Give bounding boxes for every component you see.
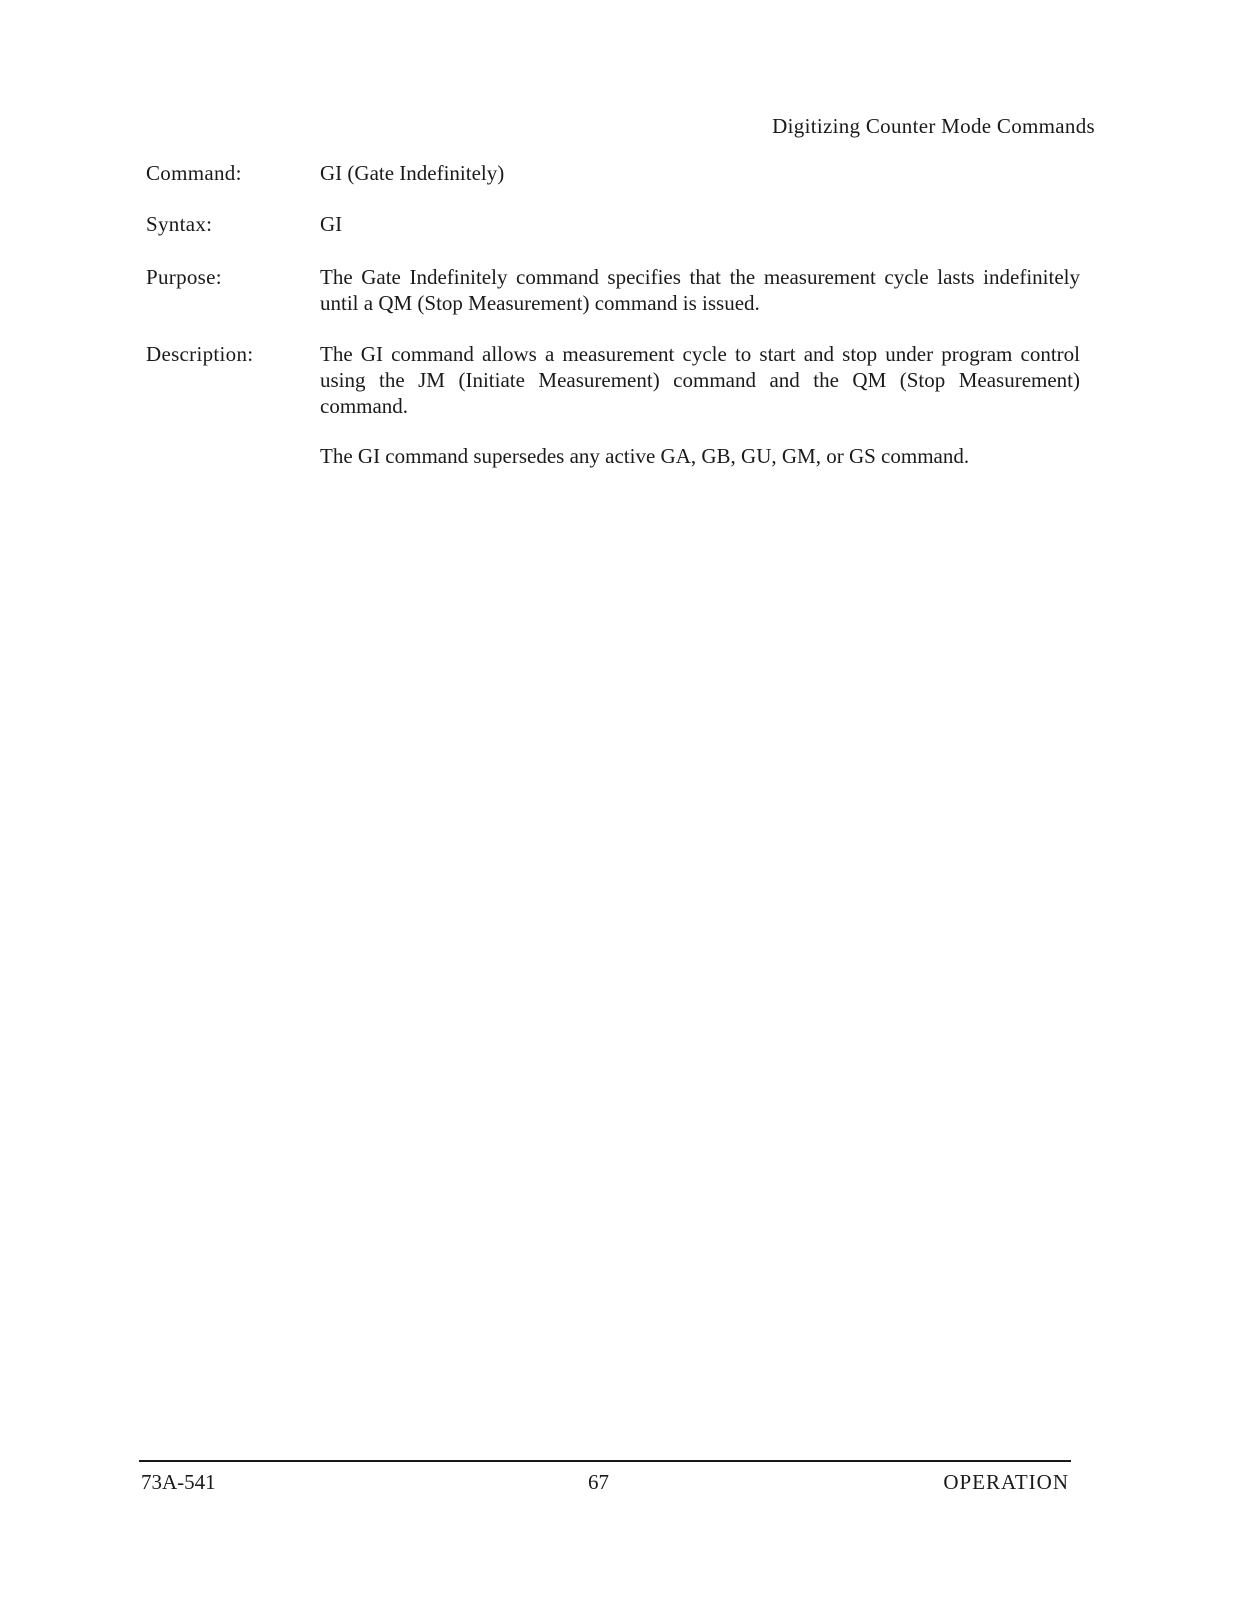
purpose-label: Purpose:	[146, 265, 222, 289]
command-value: GI (Gate Indefinitely)	[320, 161, 505, 185]
document-number: 73A-541	[141, 1470, 216, 1494]
description-paragraph: The GI command supersedes any active GA, GB, GU, GM, or GS command.	[320, 444, 970, 468]
description-body	[320, 341, 1080, 469]
description-label: Description:	[146, 342, 254, 366]
syntax-value: GI	[320, 212, 343, 236]
page-number: 67	[588, 1470, 609, 1494]
footer-section: OPERATION	[943, 1470, 1069, 1494]
syntax-label: Syntax:	[146, 212, 213, 236]
description-paragraph: The GI command allows a measurement cycle to start and stop under program control using the JM (Initiate Measurement) command and the QM (Stop Measurement) command.	[320, 342, 1080, 418]
section-title: Digitizing Counter Mode Commands	[772, 114, 1095, 138]
command-label: Command:	[146, 161, 242, 185]
footer-divider	[139, 1460, 1071, 1462]
purpose-value: The Gate Indefinitely command specifies that the measurement cycle lasts indefinitely until a QM (Stop Measurement) command is issued.	[320, 265, 1080, 315]
